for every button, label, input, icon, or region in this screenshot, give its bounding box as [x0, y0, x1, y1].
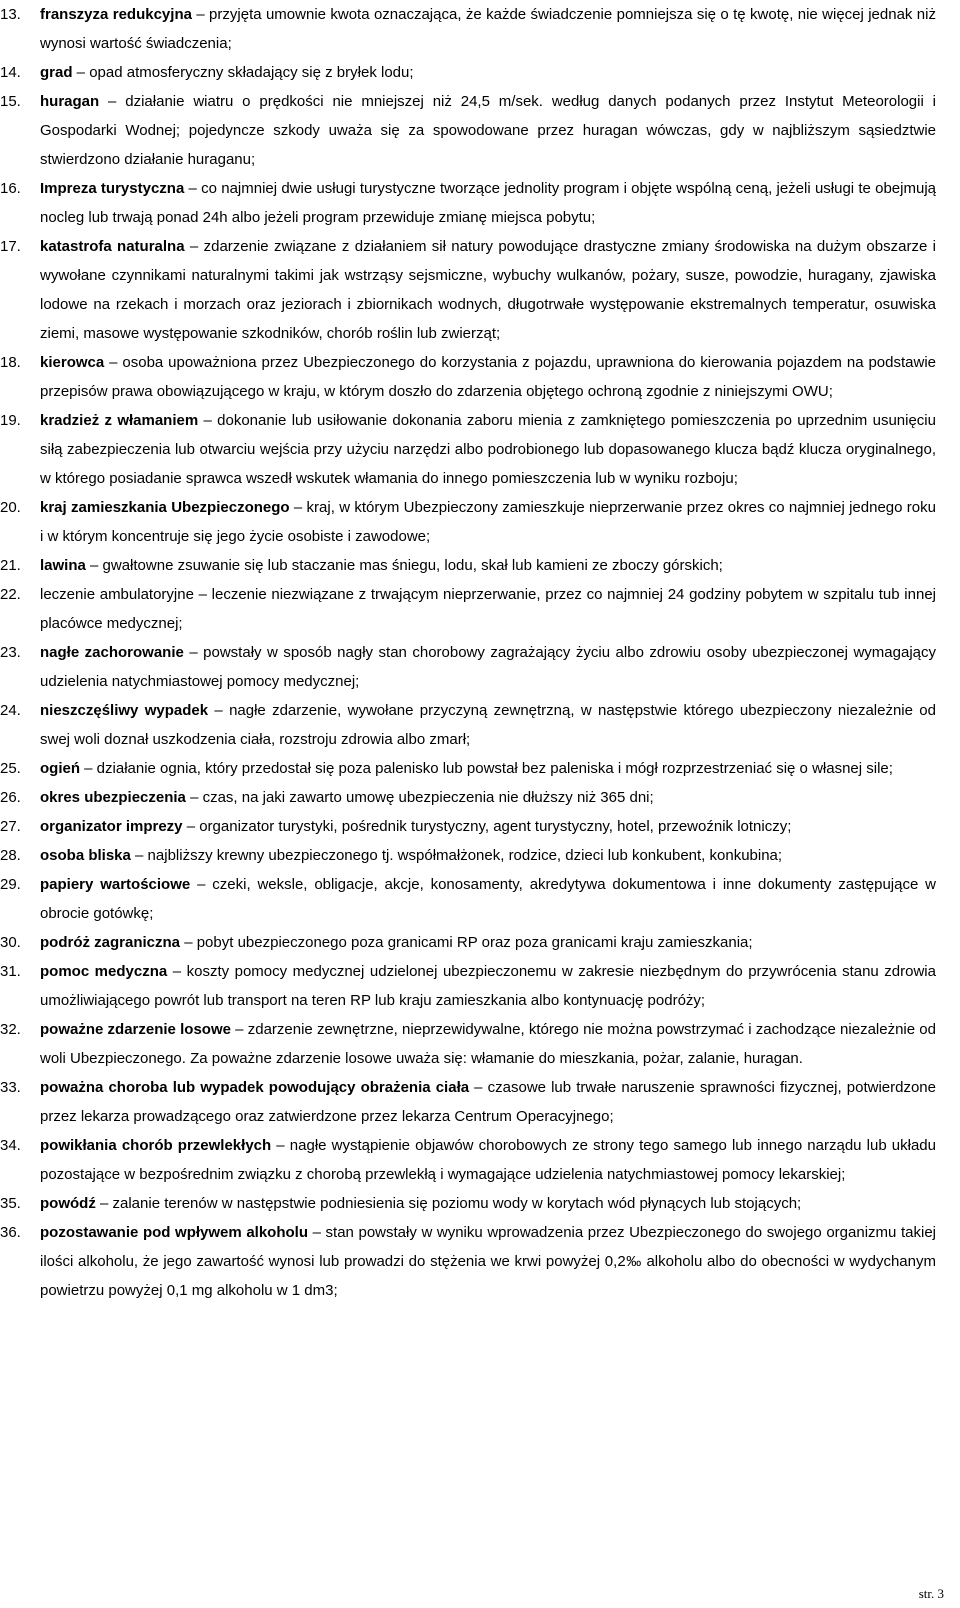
item-number: 23.: [0, 644, 21, 661]
item-number: 26.: [0, 789, 21, 806]
definition-body: [40, 783, 936, 812]
definition-body: [40, 812, 936, 841]
definition-text: – nagłe wystąpienie objawów chorobowych ze strony tego samego lub innego narządu lub układu pozostające w bezpośrednim związku z chorobą przewlekłą i wymagające udzielenia natychmiastowej pomocy lekarskiej;: [40, 1137, 936, 1183]
definition-item: [0, 1131, 936, 1189]
item-number: 13.: [0, 6, 21, 23]
definition-text: – zdarzenie zewnętrzne, nieprzewidywalne, którego nie można powstrzymać i zachodzące niezależnie od woli Ubezpieczonego. Za poważne zdarzenie losowe uważa się: włamanie do mieszkania, pożar, zalanie, huragan.: [40, 1021, 936, 1067]
definition-item: [0, 58, 936, 87]
item-number: 18.: [0, 354, 21, 371]
definition-item: [0, 841, 936, 870]
definition-text: – pobyt ubezpieczonego poza granicami RP oraz poza granicami kraju zamieszkania;: [180, 934, 753, 951]
definition-term: powikłania chorób przewlekłych: [40, 1137, 272, 1154]
definition-text: – stan powstały w wyniku wprowadzenia przez Ubezpieczonego do swojego organizmu takiej ilości alkoholu, że jego zawartość wynosi lub prowadzi do stężenia we krwi powyżej 0,2‰ alkoholu albo do obecności w wydychanym powietrzu powyżej 0,1 mg alkoholu w 1 dm3;: [40, 1224, 936, 1299]
definition-body: [40, 580, 936, 638]
definition-item: [0, 580, 936, 638]
definition-body: [40, 638, 936, 696]
definition-item: [0, 928, 936, 957]
definition-body: [40, 754, 936, 783]
definition-item: [0, 1189, 936, 1218]
item-number: 30.: [0, 934, 21, 951]
definition-body: [40, 1015, 936, 1073]
definition-text: – działanie ognia, który przedostał się poza palenisko lub powstał bez paleniska i mógł rozprzestrzeniać się o własnej sile;: [80, 760, 893, 777]
definition-text: – zalanie terenów w następstwie podniesienia się poziomu wody w korytach wód płynących lub stojących;: [95, 1195, 802, 1212]
definition-item: [0, 493, 936, 551]
item-number: 20.: [0, 499, 21, 516]
item-number: 27.: [0, 818, 21, 835]
definition-body: [40, 1218, 936, 1305]
definition-text: – opad atmosferyczny składający się z bryłek lodu;: [72, 64, 414, 81]
item-number: 15.: [0, 93, 21, 110]
definition-term: pomoc medyczna: [40, 963, 168, 980]
definition-item: [0, 1015, 936, 1073]
item-number: 14.: [0, 64, 21, 81]
item-number: 25.: [0, 760, 21, 777]
item-number: 35.: [0, 1195, 21, 1212]
definition-term: lawina: [40, 557, 86, 574]
item-number: 24.: [0, 702, 21, 719]
definition-text: – organizator turystyki, pośrednik turystyczny, agent turystyczny, hotel, przewoźnik lotniczy;: [182, 818, 792, 835]
definition-text: – gwałtowne zsuwanie się lub staczanie mas śniegu, lodu, skał lub kamieni ze zboczy górskich;: [85, 557, 723, 574]
definition-item: [0, 1218, 936, 1305]
definition-text: – osoba upoważniona przez Ubezpieczonego do korzystania z pojazdu, uprawniona do kierowania pojazdem na podstawie przepisów prawa obowiązującego w kraju, w którym doszło do zdarzenia objętego ochroną zgodnie z niniejszymi OWU;: [40, 354, 936, 400]
item-number: 36.: [0, 1224, 21, 1241]
definition-term: okres ubezpieczenia: [40, 789, 186, 806]
definition-item: [0, 87, 936, 174]
definition-term: poważna choroba lub wypadek powodujący obrażenia ciała: [40, 1079, 470, 1096]
definition-text: – nagłe zdarzenie, wywołane przyczyną zewnętrzną, w następstwie którego ubezpieczony niezależnie od swej woli doznał uszkodzenia ciała, rozstroju zdrowia albo zmarł;: [40, 702, 936, 748]
definition-text: – przyjęta umownie kwota oznaczająca, że każde świadczenie pomniejsza się o tę kwotę, nie więcej jednak niż wynosi wartość świadczenia;: [40, 6, 936, 52]
definition-item: [0, 783, 936, 812]
definition-body: [40, 551, 936, 580]
item-number: 28.: [0, 847, 21, 864]
definition-term: Impreza turystyczna: [40, 180, 185, 197]
definition-body: [40, 957, 936, 1015]
definition-body: [40, 696, 936, 754]
definition-term: ogień: [40, 760, 80, 777]
definition-body: [40, 174, 936, 232]
definition-term: huragan: [40, 93, 100, 110]
definition-term: kraj zamieszkania Ubezpieczonego: [40, 499, 290, 516]
definition-text: – najbliższy krewny ubezpieczonego tj. współmałżonek, rodzice, dzieci lub konkubent, konkubina;: [130, 847, 783, 864]
definition-body: [40, 58, 936, 87]
definition-term: katastrofa naturalna: [40, 238, 185, 255]
definition-item: [0, 754, 936, 783]
item-number: 19.: [0, 412, 21, 429]
item-number: 16.: [0, 180, 21, 197]
definition-item: [0, 870, 936, 928]
definition-text: – działanie wiatru o prędkości nie mniejszej niż 24,5 m/sek. według danych podanych przez Instytut Meteorologii i Gospodarki Wodnej; pojedyncze szkody uważa się za spowodowane przez huragan wówczas, gdy w najbliższym sąsiedztwie stwierdzono działanie huraganu;: [40, 93, 936, 168]
definition-item: [0, 232, 936, 348]
definition-item: [0, 0, 936, 58]
definition-body: [40, 870, 936, 928]
definition-text: leczenie ambulatoryjne – leczenie niezwiązane z trwającym nieprzerwanie, przez co najmniej 24 godziny pobytem w szpitalu tub innej placówce medycznej;: [40, 586, 936, 632]
definition-body: [40, 232, 936, 348]
definition-term: papiery wartościowe: [40, 876, 191, 893]
definition-item: [0, 638, 936, 696]
definition-text: – zdarzenie związane z działaniem sił natury powodujące drastyczne zmiany środowiska na dużym obszarze i wywołane czynnikami naturalnymi takimi jak wstrząsy sejsmiczne, wybuchy wulkanów, pożary, susze, powodzie, huragany, zjawiska lodowe na rzekach i morzach oraz jeziorach i zbiornikach wodnych, długotrwałe występowanie ekstremalnych temperatur, osuwiska ziemi, masowe występowanie szkodników, chorób roślin lub zwierząt;: [40, 238, 936, 342]
definition-body: [40, 1131, 936, 1189]
definition-term: pozostawanie pod wpływem alkoholu: [40, 1224, 308, 1241]
definition-body: [40, 1189, 936, 1218]
item-number: 32.: [0, 1021, 21, 1038]
item-number: 17.: [0, 238, 21, 255]
definition-text: – czas, na jaki zawarto umowę ubezpieczenia nie dłuższy niż 365 dni;: [185, 789, 654, 806]
definition-text: – powstały w sposób nagły stan chorobowy zagrażający życiu albo zdrowiu osoby ubezpieczonej wymagający udzielenia natychmiastowej pomocy medycznej;: [40, 644, 936, 690]
definition-term: franszyza redukcyjna: [40, 6, 192, 23]
item-number: 22.: [0, 586, 21, 603]
definition-term: organizator imprezy: [40, 818, 183, 835]
definition-term: podróż zagraniczna: [40, 934, 181, 951]
definition-body: [40, 841, 936, 870]
definition-text: – kraj, w którym Ubezpieczony zamieszkuje nieprzerwanie przez okres co najmniej jednego roku i w którym koncentruje się jego życie osobiste i zawodowe;: [40, 499, 936, 545]
definition-text: – czeki, weksle, obligacje, akcje, konosamenty, akredytywa dokumentowa i inne dokumenty zastępujące w obrocie gotówkę;: [40, 876, 936, 922]
definition-body: [40, 406, 936, 493]
definition-text: – co najmniej dwie usługi turystyczne tworzące jednolity program i objęte wspólną ceną, jeżeli usługi te obejmują nocleg lub trwają ponad 24h albo jeżeli program przewiduje zmianę miejsca pobytu;: [40, 180, 936, 226]
definition-body: [40, 87, 936, 174]
page-number: str. 3: [918, 1586, 944, 1601]
item-number: 33.: [0, 1079, 21, 1096]
definition-item: [0, 174, 936, 232]
item-number: 34.: [0, 1137, 21, 1154]
definition-item: [0, 406, 936, 493]
definition-term: poważne zdarzenie losowe: [40, 1021, 231, 1038]
definition-body: [40, 928, 936, 957]
definition-item: [0, 812, 936, 841]
definition-item: [0, 696, 936, 754]
definition-item: [0, 551, 936, 580]
item-number: 29.: [0, 876, 21, 893]
definition-item: [0, 957, 936, 1015]
definition-term: kradzież z włamaniem: [40, 412, 199, 429]
definition-text: – dokonanie lub usiłowanie dokonania zaboru mienia z zamkniętego pomieszczenia po uprzednim usunięciu siłą zabezpieczenia lub otwarciu wejścia przy użyciu narzędzi albo podrobionego lub dopasowanego klucza bądź klucza oryginalnego, w którego posiadanie sprawca wszedł wskutek włamania do innego pomieszczenia lub w wyniku rozboju;: [40, 412, 936, 487]
definition-body: [40, 348, 936, 406]
definition-term: osoba bliska: [40, 847, 131, 864]
definition-term: kierowca: [40, 354, 105, 371]
definition-body: [40, 0, 936, 58]
definition-term: grad: [40, 64, 73, 81]
item-number: 31.: [0, 963, 21, 980]
definition-term: powódź: [40, 1195, 96, 1212]
definition-text: – czasowe lub trwałe naruszenie sprawności fizycznej, potwierdzone przez lekarza prowadzącego oraz zatwierdzone przez lekarza Centrum Operacyjnego;: [40, 1079, 936, 1125]
definition-text: – koszty pomocy medycznej udzielonej ubezpieczonemu w zakresie niezbędnym do przywrócenia stanu zdrowia umożliwiającego powrót lub transport na teren RP lub kraju zamieszkania albo kontynuację podróży;: [40, 963, 936, 1009]
definition-item: [0, 1073, 936, 1131]
definition-term: nagłe zachorowanie: [40, 644, 184, 661]
definition-body: [40, 1073, 936, 1131]
definition-body: [40, 493, 936, 551]
definition-item: [0, 348, 936, 406]
item-number: 21.: [0, 557, 21, 574]
definition-term: nieszczęśliwy wypadek: [40, 702, 209, 719]
